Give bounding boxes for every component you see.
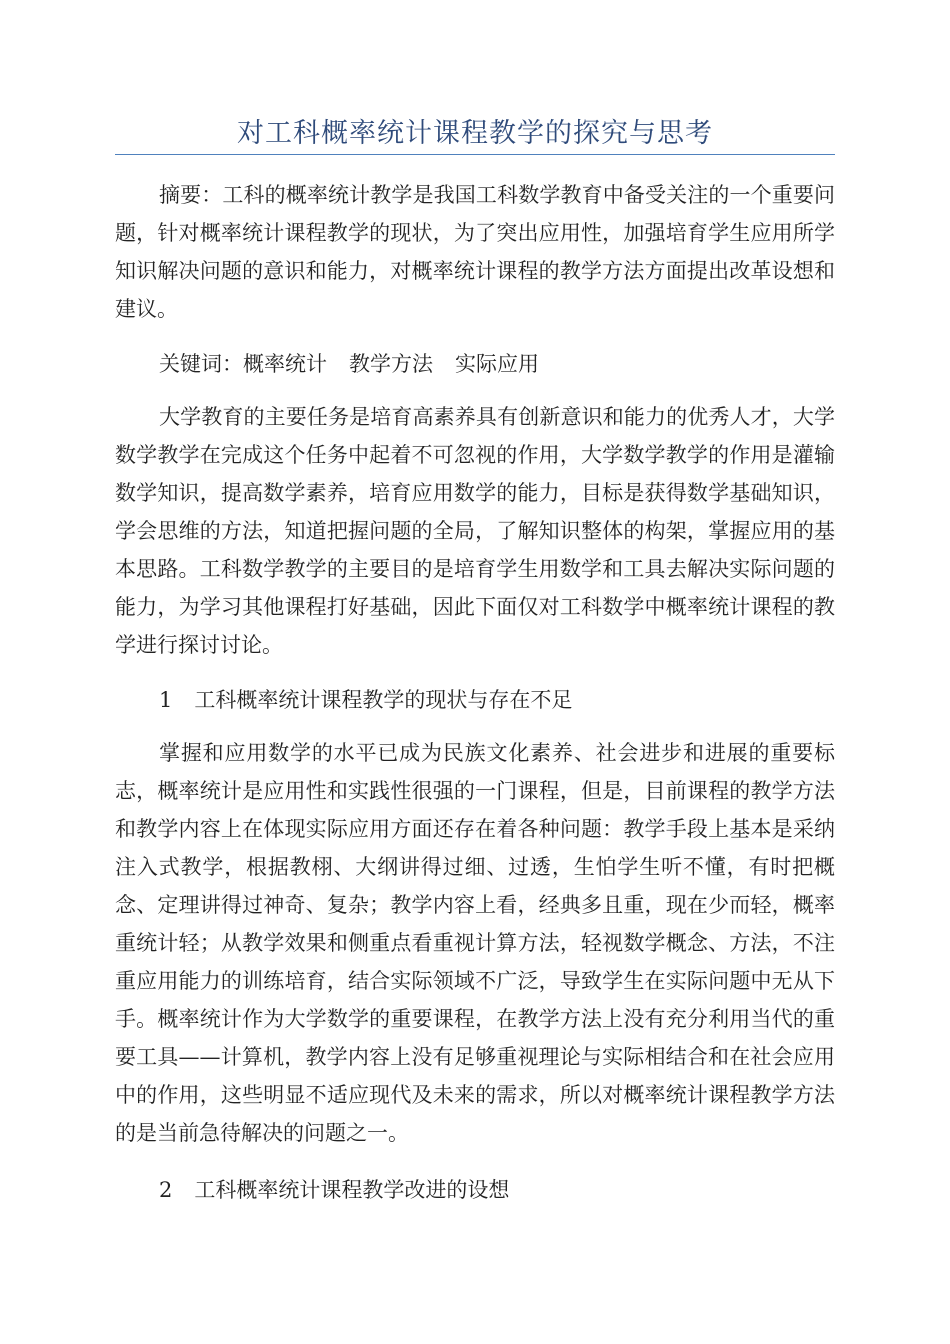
section-1-number: 1 xyxy=(159,688,173,712)
keyword-item: 实际应用 xyxy=(455,352,539,376)
keywords-line xyxy=(115,345,835,383)
section-1-paragraph: 掌握和应用数学的水平已成为民族文化素养、社会进步和进展的重要标志，概率统计是应用性和实践性很强的一门课程，但是，目前课程的教学方法和教学内容上在体现实际应用方面还存在着各种问题：教学手段上基本是采纳注入式教学，根据教栩、大纲讲得过细、过透，生怕学生听不懂，有时把概念、定理讲得过神奇、复杂；教学内容上看，经典多且重，现在少而轻，概率重统计轻；从教学效果和侧重点看重视计算方法，轻视数学概念、方法，不注重应用能力的训练培育，结合实际领域不广泛，导致学生在实际问题中无从下手。概率统计作为大学数学的重要课程，在教学方法上没有充分利用当代的重要工具——计算机，教学内容上没有足够重视理论与实际相结合和在社会应用中的作用，这些明显不适应现代及未来的需求，所以对概率统计课程教学方法的是当前急待解决的问题之一。 xyxy=(115,741,835,1145)
section-1-heading xyxy=(115,681,835,719)
abstract-paragraph: 摘要：工科的概率统计教学是我国工科数学教育中备受关注的一个重要问题，针对概率统计课程教学的现状，为了突出应用性，加强培育学生应用所学知识解决问题的意识和能力，对概率统计课程的教学方法方面提出改革设想和建议。 xyxy=(115,183,835,321)
keywords-label: 关键词： xyxy=(159,352,243,376)
intro-paragraph: 大学教育的主要任务是培育高素养具有创新意识和能力的优秀人才，大学数学教学在完成这个任务中起着不可忽视的作用，大学数学教学的作用是灌输数学知识，提高数学素养，培育应用数学的能力，目标是获得数学基础知识，学会思维的方法，知道把握问题的全局，了解知识整体的构架，掌握应用的基本思路。工科数学教学的主要目的是培育学生用数学和工具去解决实际问题的能力，为学习其他课程打好基础，因此下面仅对工科数学中概率统计课程的教学进行探讨讨论。 xyxy=(115,405,835,657)
keyword-item: 教学方法 xyxy=(349,352,433,376)
section-2-number: 2 xyxy=(159,1178,173,1202)
section-2-title: 工科概率统计课程教学改进的设想 xyxy=(194,1178,510,1202)
section-1-title: 工科概率统计课程教学的现状与存在不足 xyxy=(194,688,573,712)
keyword-item: 概率统计 xyxy=(243,352,327,376)
document-title: 对工科概率统计课程教学的探究与思考 xyxy=(237,118,713,149)
title-underline xyxy=(115,154,835,155)
section-2-heading xyxy=(115,1171,835,1209)
